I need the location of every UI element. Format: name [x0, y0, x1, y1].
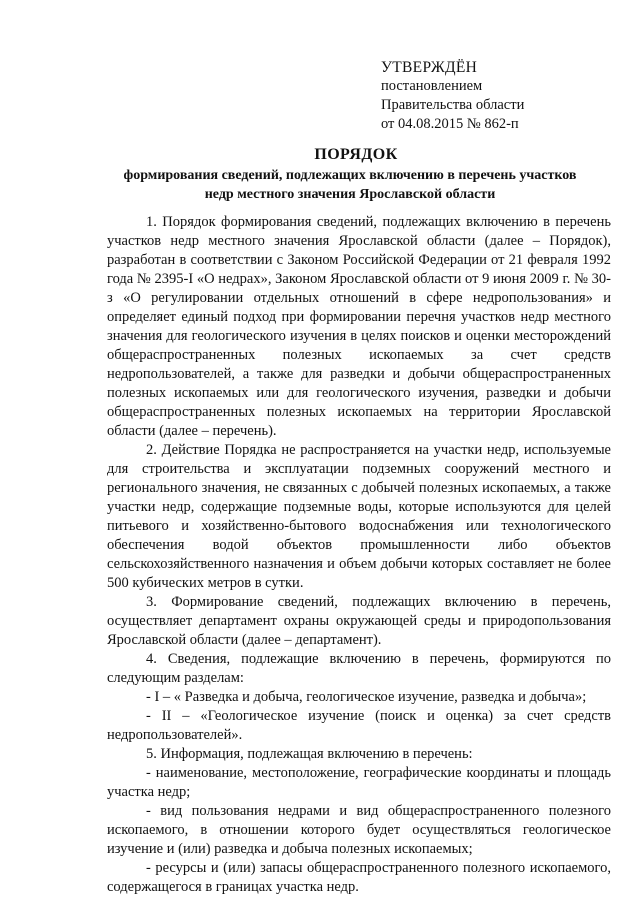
- approval-heading: УТВЕРЖДЁН: [381, 59, 478, 76]
- approval-stamp: [381, 58, 621, 134]
- paragraph-2: 2. Действие Порядка не распространяется на участки недр, используемые для строительства и эксплуатации подземных сооружений местного и регионального значения, не связанных с добычей полезных ископаемых, а также участки недр, содержащие подземные воды, которые используются для целей питьевого и хозяйственно-бытового водоснабжения или технологического обеспечения водой объектов промышленности либо объектов сельскохозяйственного назначения и объем добычи которых составляет не более 500 кубических метров в сутки.: [107, 442, 611, 591]
- approval-line-2: Правительства области: [381, 97, 525, 113]
- list-item-resources: - ресурсы и (или) запасы общераспространенного полезного ископаемого, содержащегося в границах участка недр.: [107, 860, 611, 895]
- document-subtitle-line-2: недр местного значения Ярославской области: [204, 187, 496, 202]
- document-body: [107, 213, 611, 897]
- list-item-name-location: - наименование, местоположение, географические координаты и площадь участка недр;: [107, 765, 611, 800]
- document-title: ПОРЯДОК: [314, 146, 398, 163]
- approval-line-1: постановлением: [381, 78, 483, 94]
- paragraph-1: 1. Порядок формирования сведений, подлежащих включению в перечень участков недр местного значения Ярославской области (далее – Порядок), разработан в соответствии с Законом Российской Федерации от 21 февраля 1992 года № 2395-I «О недрах», Законом Ярославской области от 9 июня 2009 г. № 30-з «О регулировании отдельных отношений в сфере недропользования» и определяет единый подход при формировании перечня участков недр местного значения для геологического изучения в целях поисков и оценки месторождений общераспространенных полезных ископаемых за счет средств недропользователей, а также для разведки и добычи общераспространенных полезных ископаемых или для геологического изучения, разведки и добычи общераспространенных полезных ископаемых на территории Ярославской области (далее – перечень).: [107, 214, 611, 439]
- list-item-section-2: - II – «Геологическое изучение (поиск и оценка) за счет средств недропользователей».: [107, 708, 611, 743]
- document-subtitle-line-1: формирования сведений, подлежащих включению в перечень участков: [123, 168, 577, 183]
- paragraph-5: 5. Информация, подлежащая включению в перечень:: [146, 746, 473, 762]
- document-title-block: [60, 144, 640, 204]
- list-item-use-type: - вид пользования недрами и вид общераспространенного полезного ископаемого, в отношении которого будет осуществляться геологическое изучение и (или) разведка и добыча полезных ископаемых;: [107, 803, 611, 857]
- paragraph-3: 3. Формирование сведений, подлежащих включению в перечень, осуществляет департамент охраны окружающей среды и природопользования Ярославской области (далее – департамент).: [107, 594, 611, 648]
- list-item-section-1: - I – « Разведка и добыча, геологическое изучение, разведка и добыча»;: [146, 689, 587, 705]
- paragraph-4: 4. Сведения, подлежащие включению в перечень, формируются по следующим разделам:: [107, 651, 611, 686]
- approval-line-3: от 04.08.2015 № 862-п: [381, 116, 519, 132]
